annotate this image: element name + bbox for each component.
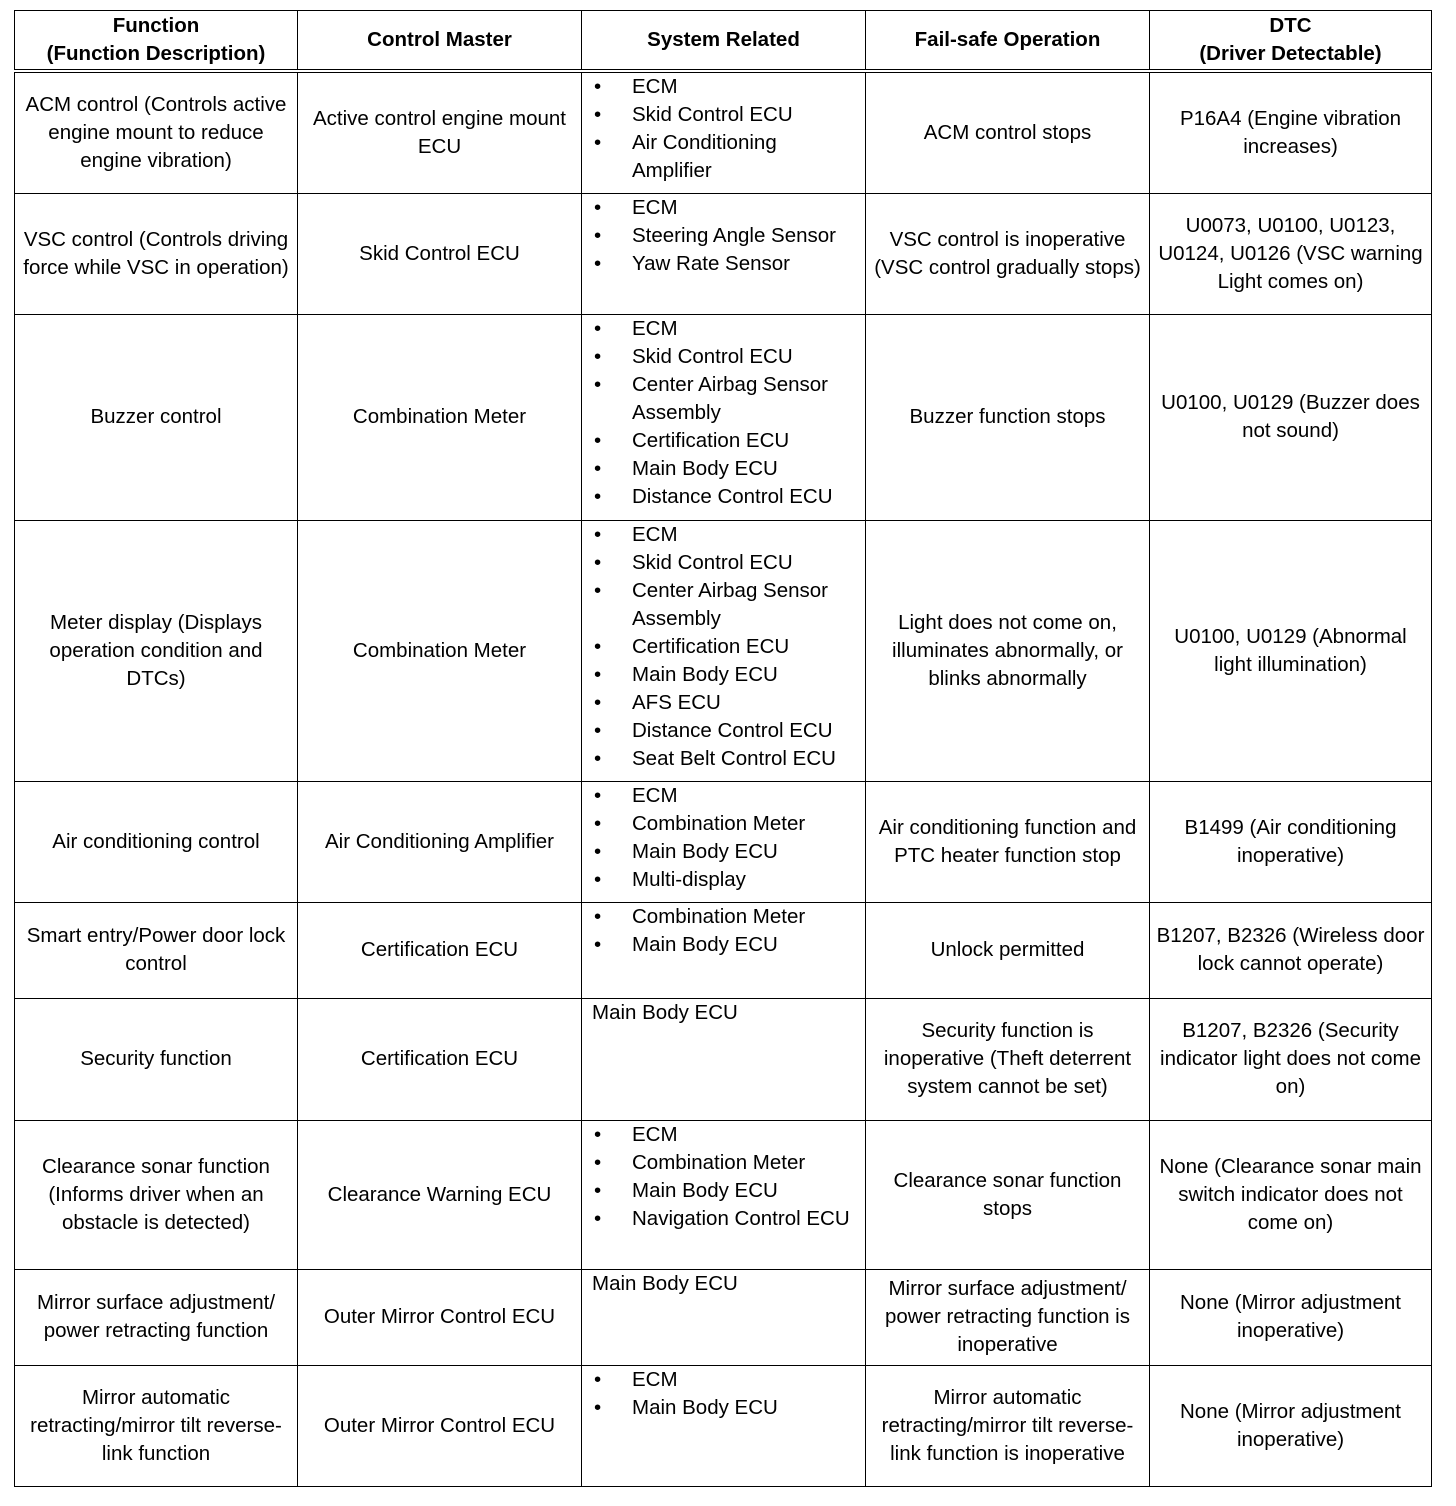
list-item-text: Main Body ECU (632, 1395, 778, 1419)
table-row (15, 1120, 1432, 1269)
bullet-icon: • (594, 634, 602, 658)
bullet-icon: • (594, 839, 602, 863)
list-item (588, 838, 861, 866)
fail-safe-cell: ACM control stops (866, 71, 1150, 193)
table-row (15, 1365, 1432, 1486)
list-item-text: Center Airbag Sensor Assembly (632, 372, 829, 424)
bullet-icon: • (594, 316, 602, 340)
system-related-list (588, 315, 861, 511)
function-cell: Mirror automatic retracting/mirror tilt reverse-link function (15, 1365, 298, 1486)
list-item (588, 1366, 861, 1394)
function-cell: ACM control (Controls active engine mount to reduce engine vibration) (15, 71, 298, 193)
list-item-text: Main Body ECU (632, 662, 778, 686)
list-item-text: ECM (632, 1122, 678, 1146)
list-item-text: Main Body ECU (632, 839, 778, 863)
system-related-cell (582, 520, 866, 781)
list-item-text: AFS ECU (632, 690, 721, 714)
bullet-icon: • (594, 522, 602, 546)
list-item (588, 745, 861, 773)
system-related-list (588, 903, 861, 959)
list-item-text: Skid Control ECU (632, 550, 793, 574)
list-item (588, 1149, 861, 1177)
control-master-cell: Skid Control ECU (298, 193, 582, 314)
fail-safe-cell: Light does not come on, illuminates abnormally, or blinks abnormally (866, 520, 1150, 781)
bullet-icon: • (594, 1150, 602, 1174)
header-dtc: DTC (Driver Detectable) (1150, 11, 1432, 72)
bullet-icon: • (594, 904, 602, 928)
control-master-cell: Clearance Warning ECU (298, 1120, 582, 1269)
dtc-cell: U0100, U0129 (Buzzer does not sound) (1150, 314, 1432, 520)
list-item-text: Main Body ECU (632, 456, 778, 480)
system-related-list (588, 521, 861, 773)
dtc-cell: B1499 (Air conditioning inoperative) (1150, 781, 1432, 902)
list-item (588, 427, 861, 455)
bullet-icon: • (594, 932, 602, 956)
list-item (588, 73, 861, 101)
bullet-icon: • (594, 550, 602, 574)
list-item (588, 483, 861, 511)
system-related-list (588, 194, 861, 278)
list-item-text: Skid Control ECU (632, 103, 793, 126)
control-master-cell: Combination Meter (298, 520, 582, 781)
bullet-icon: • (594, 746, 602, 770)
list-item-text: ECM (632, 316, 678, 340)
list-item (588, 810, 861, 838)
list-item (588, 1121, 861, 1149)
list-item (588, 717, 861, 745)
list-item (588, 101, 861, 129)
bullet-icon: • (594, 344, 602, 368)
list-item (588, 577, 861, 633)
list-item (588, 782, 861, 810)
bullet-icon: • (594, 428, 602, 452)
list-item (588, 455, 861, 483)
bullet-icon: • (594, 690, 602, 714)
list-item-text: Distance Control ECU (632, 484, 833, 508)
control-master-cell: Outer Mirror Control ECU (298, 1269, 582, 1365)
table-row (15, 193, 1432, 314)
control-master-cell: Outer Mirror Control ECU (298, 1365, 582, 1486)
bullet-icon: • (594, 783, 602, 807)
dtc-cell: P16A4 (Engine vibration increases) (1150, 71, 1432, 193)
fail-safe-cell: Clearance sonar function stops (866, 1120, 1150, 1269)
bullet-icon: • (594, 456, 602, 480)
table-row (15, 314, 1432, 520)
list-item-text: Combination Meter (632, 904, 806, 928)
bullet-icon: • (594, 1178, 602, 1202)
list-item-text: Navigation Control ECU (632, 1206, 850, 1230)
list-item-text: Main Body ECU (632, 932, 778, 956)
dtc-cell: None (Mirror adjustment inoperative) (1150, 1365, 1432, 1486)
list-item (588, 521, 861, 549)
list-item (588, 689, 861, 717)
dtc-cell: None (Mirror adjustment inoperative) (1150, 1269, 1432, 1365)
system-related-cell (582, 781, 866, 902)
bullet-icon: • (594, 103, 602, 126)
list-item-text: Center Airbag Sensor Assembly (632, 578, 829, 630)
list-item (588, 315, 861, 343)
system-related-cell: Main Body ECU (582, 998, 866, 1120)
header-row (15, 11, 1432, 72)
list-item-text: ECM (632, 783, 678, 807)
table-row (15, 71, 1432, 193)
function-cell: Meter display (Displays operation condition and DTCs) (15, 520, 298, 781)
list-item-text: Combination Meter (632, 1150, 806, 1174)
dtc-cell: U0100, U0129 (Abnormal light illumination) (1150, 520, 1432, 781)
list-item-text: Steering Angle Sensor (632, 223, 836, 247)
list-item (588, 549, 861, 577)
header-control-master: Control Master (298, 11, 582, 72)
list-item-text: Distance Control ECU (632, 718, 833, 742)
fail-safe-cell: Security function is inoperative (Theft deterrent system cannot be set) (866, 998, 1150, 1120)
function-cell: Buzzer control (15, 314, 298, 520)
system-related-list (588, 1121, 861, 1233)
system-related-list (588, 782, 861, 894)
bullet-icon: • (594, 1206, 602, 1230)
function-cell: Smart entry/Power door lock control (15, 902, 298, 998)
list-item (588, 903, 861, 931)
system-related-cell (582, 1365, 866, 1486)
control-master-cell: Certification ECU (298, 998, 582, 1120)
list-item (588, 371, 861, 427)
system-related-cell (582, 1120, 866, 1269)
table-row (15, 902, 1432, 998)
bullet-icon: • (594, 195, 602, 219)
bullet-icon: • (594, 251, 602, 275)
fail-safe-cell: Unlock permitted (866, 902, 1150, 998)
list-item-text: Air Conditioning Amplifier (632, 131, 777, 182)
dtc-cell: B1207, B2326 (Wireless door lock cannot operate) (1150, 902, 1432, 998)
list-item-text: ECM (632, 1367, 678, 1391)
list-item (588, 1177, 861, 1205)
fail-safe-cell: Buzzer function stops (866, 314, 1150, 520)
bullet-icon: • (594, 131, 602, 154)
fail-safe-cell: VSC control is inoperative (VSC control gradually stops) (866, 193, 1150, 314)
function-cell: Security function (15, 998, 298, 1120)
system-related-list (588, 73, 861, 185)
fail-safe-cell: Air conditioning function and PTC heater function stop (866, 781, 1150, 902)
system-related-cell: Main Body ECU (582, 1269, 866, 1365)
list-item-text: ECM (632, 522, 678, 546)
bullet-icon: • (594, 75, 602, 98)
bullet-icon: • (594, 1367, 602, 1391)
list-item (588, 866, 861, 894)
system-related-cell (582, 902, 866, 998)
header-fail-safe: Fail-safe Operation (866, 11, 1150, 72)
table-row (15, 1269, 1432, 1365)
dtc-cell: U0073, U0100, U0123, U0124, U0126 (VSC warning Light comes on) (1150, 193, 1432, 314)
fail-safe-cell: Mirror surface adjustment/ power retracting function is inoperative (866, 1269, 1150, 1365)
bullet-icon: • (594, 484, 602, 508)
table-row (15, 998, 1432, 1120)
fail-safe-cell: Mirror automatic retracting/mirror tilt reverse-link function is inoperative (866, 1365, 1150, 1486)
system-related-cell (582, 193, 866, 314)
list-item-text: Seat Belt Control ECU (632, 746, 836, 770)
bullet-icon: • (594, 867, 602, 891)
list-item-text: Multi-display (632, 867, 746, 891)
control-master-cell: Combination Meter (298, 314, 582, 520)
list-item-text: Certification ECU (632, 634, 790, 658)
list-item (588, 343, 861, 371)
control-master-cell: Active control engine mount ECU (298, 71, 582, 193)
control-master-cell: Air Conditioning Amplifier (298, 781, 582, 902)
dtc-cell: B1207, B2326 (Security indicator light does not come on) (1150, 998, 1432, 1120)
table-row (15, 520, 1432, 781)
bullet-icon: • (594, 372, 602, 396)
bullet-icon: • (594, 578, 602, 602)
system-related-cell (582, 314, 866, 520)
list-item (588, 1205, 861, 1233)
list-item-text: Main Body ECU (632, 1178, 778, 1202)
list-item-text: Combination Meter (632, 811, 806, 835)
list-item-text: ECM (632, 195, 678, 219)
function-cell: Clearance sonar function (Informs driver when an obstacle is detected) (15, 1120, 298, 1269)
list-item (588, 222, 861, 250)
list-item-text: ECM (632, 75, 678, 98)
list-item (588, 1394, 861, 1422)
table-row (15, 781, 1432, 902)
function-cell: Mirror surface adjustment/ power retracting function (15, 1269, 298, 1365)
system-related-cell (582, 71, 866, 193)
bullet-icon: • (594, 1122, 602, 1146)
list-item-text: Yaw Rate Sensor (632, 251, 791, 275)
bullet-icon: • (594, 662, 602, 686)
bullet-icon: • (594, 1395, 602, 1419)
bullet-icon: • (594, 718, 602, 742)
bullet-icon: • (594, 811, 602, 835)
system-related-list (588, 1366, 861, 1422)
list-item (588, 129, 861, 185)
header-function: Function (Function Description) (15, 11, 298, 72)
bullet-icon: • (594, 223, 602, 247)
function-table (14, 10, 1432, 1487)
list-item (588, 633, 861, 661)
list-item (588, 931, 861, 959)
function-cell: Air conditioning control (15, 781, 298, 902)
function-cell: VSC control (Controls driving force while VSC in operation) (15, 193, 298, 314)
list-item (588, 661, 861, 689)
list-item (588, 194, 861, 222)
list-item-text: Certification ECU (632, 428, 790, 452)
control-master-cell: Certification ECU (298, 902, 582, 998)
dtc-cell: None (Clearance sonar main switch indicator does not come on) (1150, 1120, 1432, 1269)
list-item (588, 250, 861, 278)
header-system-related: System Related (582, 11, 866, 72)
list-item-text: Skid Control ECU (632, 344, 793, 368)
